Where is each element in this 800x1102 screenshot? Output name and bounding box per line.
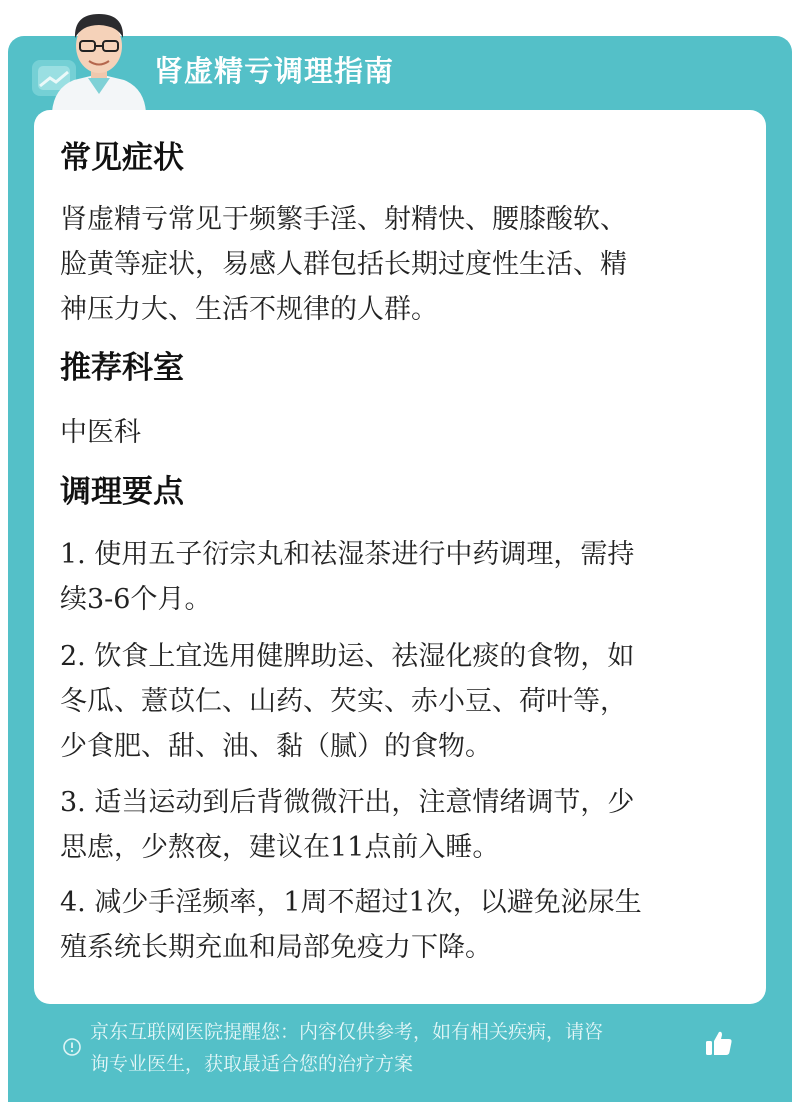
item-number: 3. <box>60 787 86 818</box>
care-item <box>60 532 730 622</box>
care-item <box>60 780 730 870</box>
care-item <box>60 634 730 769</box>
doctor-avatar <box>44 8 154 112</box>
item-text: 适当运动到后背微微汗出，注意情绪调节，少 <box>94 787 635 818</box>
item-text: 饮食上宜选用健脾助运、祛湿化痰的食物，如 <box>94 641 635 672</box>
item-text: 周不超过 <box>300 887 409 918</box>
item-text: 冬瓜、薏苡仁、山药、芡实、赤小豆、荷叶等， <box>60 686 627 717</box>
item-text: 次，以避免泌尿生 <box>425 887 642 918</box>
item-text: 殖系统长期充血和局部免疫力下降。 <box>60 932 492 963</box>
item-number: 2. <box>60 641 86 672</box>
info-icon <box>62 1037 82 1057</box>
footer-line: 京东互联网医院提醒您：内容仅供参考，如有相关疾病，请咨 <box>90 1021 604 1043</box>
item-text: 11 <box>330 832 365 863</box>
care-item <box>60 880 730 970</box>
item-text: 3-6 <box>87 584 131 615</box>
page-title: 肾虚精亏调理指南 <box>154 54 395 88</box>
item-text: 少食肥、甜、油、黏（腻）的食物。 <box>60 731 492 762</box>
item-text: 个月。 <box>130 584 212 615</box>
footer-line: 询专业医生，获取最适合您的治疗方案 <box>90 1053 414 1075</box>
footer-disclaimer <box>90 1016 690 1080</box>
item-text: 减少手淫频率， <box>94 887 284 918</box>
item-text: 思虑，少熬夜，建议在 <box>60 832 330 863</box>
item-number: 4. <box>60 887 86 918</box>
item-text: 1 <box>283 887 301 918</box>
care-heading: 调理要点 <box>60 474 184 510</box>
department-heading: 推荐科室 <box>60 350 184 386</box>
symptoms-line: 神压力大、生活不规律的人群。 <box>60 294 438 325</box>
symptoms-line: 肾虚精亏常见于频繁手淫、射精快、腰膝酸软、 <box>60 204 627 235</box>
symptoms-text <box>60 197 730 332</box>
item-text: 续 <box>60 584 87 615</box>
symptoms-line: 脸黄等症状，易感人群包括长期过度性生活、精 <box>60 249 627 280</box>
item-text: 1 <box>408 887 426 918</box>
symptoms-heading: 常见症状 <box>60 140 184 176</box>
item-text: 使用五子衍宗丸和祛湿茶进行中药调理，需持 <box>94 539 635 570</box>
thumbs-up-icon[interactable] <box>703 1027 735 1059</box>
item-text: 点前入睡。 <box>364 832 500 863</box>
item-number: 1. <box>60 539 86 570</box>
department-value: 中医科 <box>60 417 141 448</box>
